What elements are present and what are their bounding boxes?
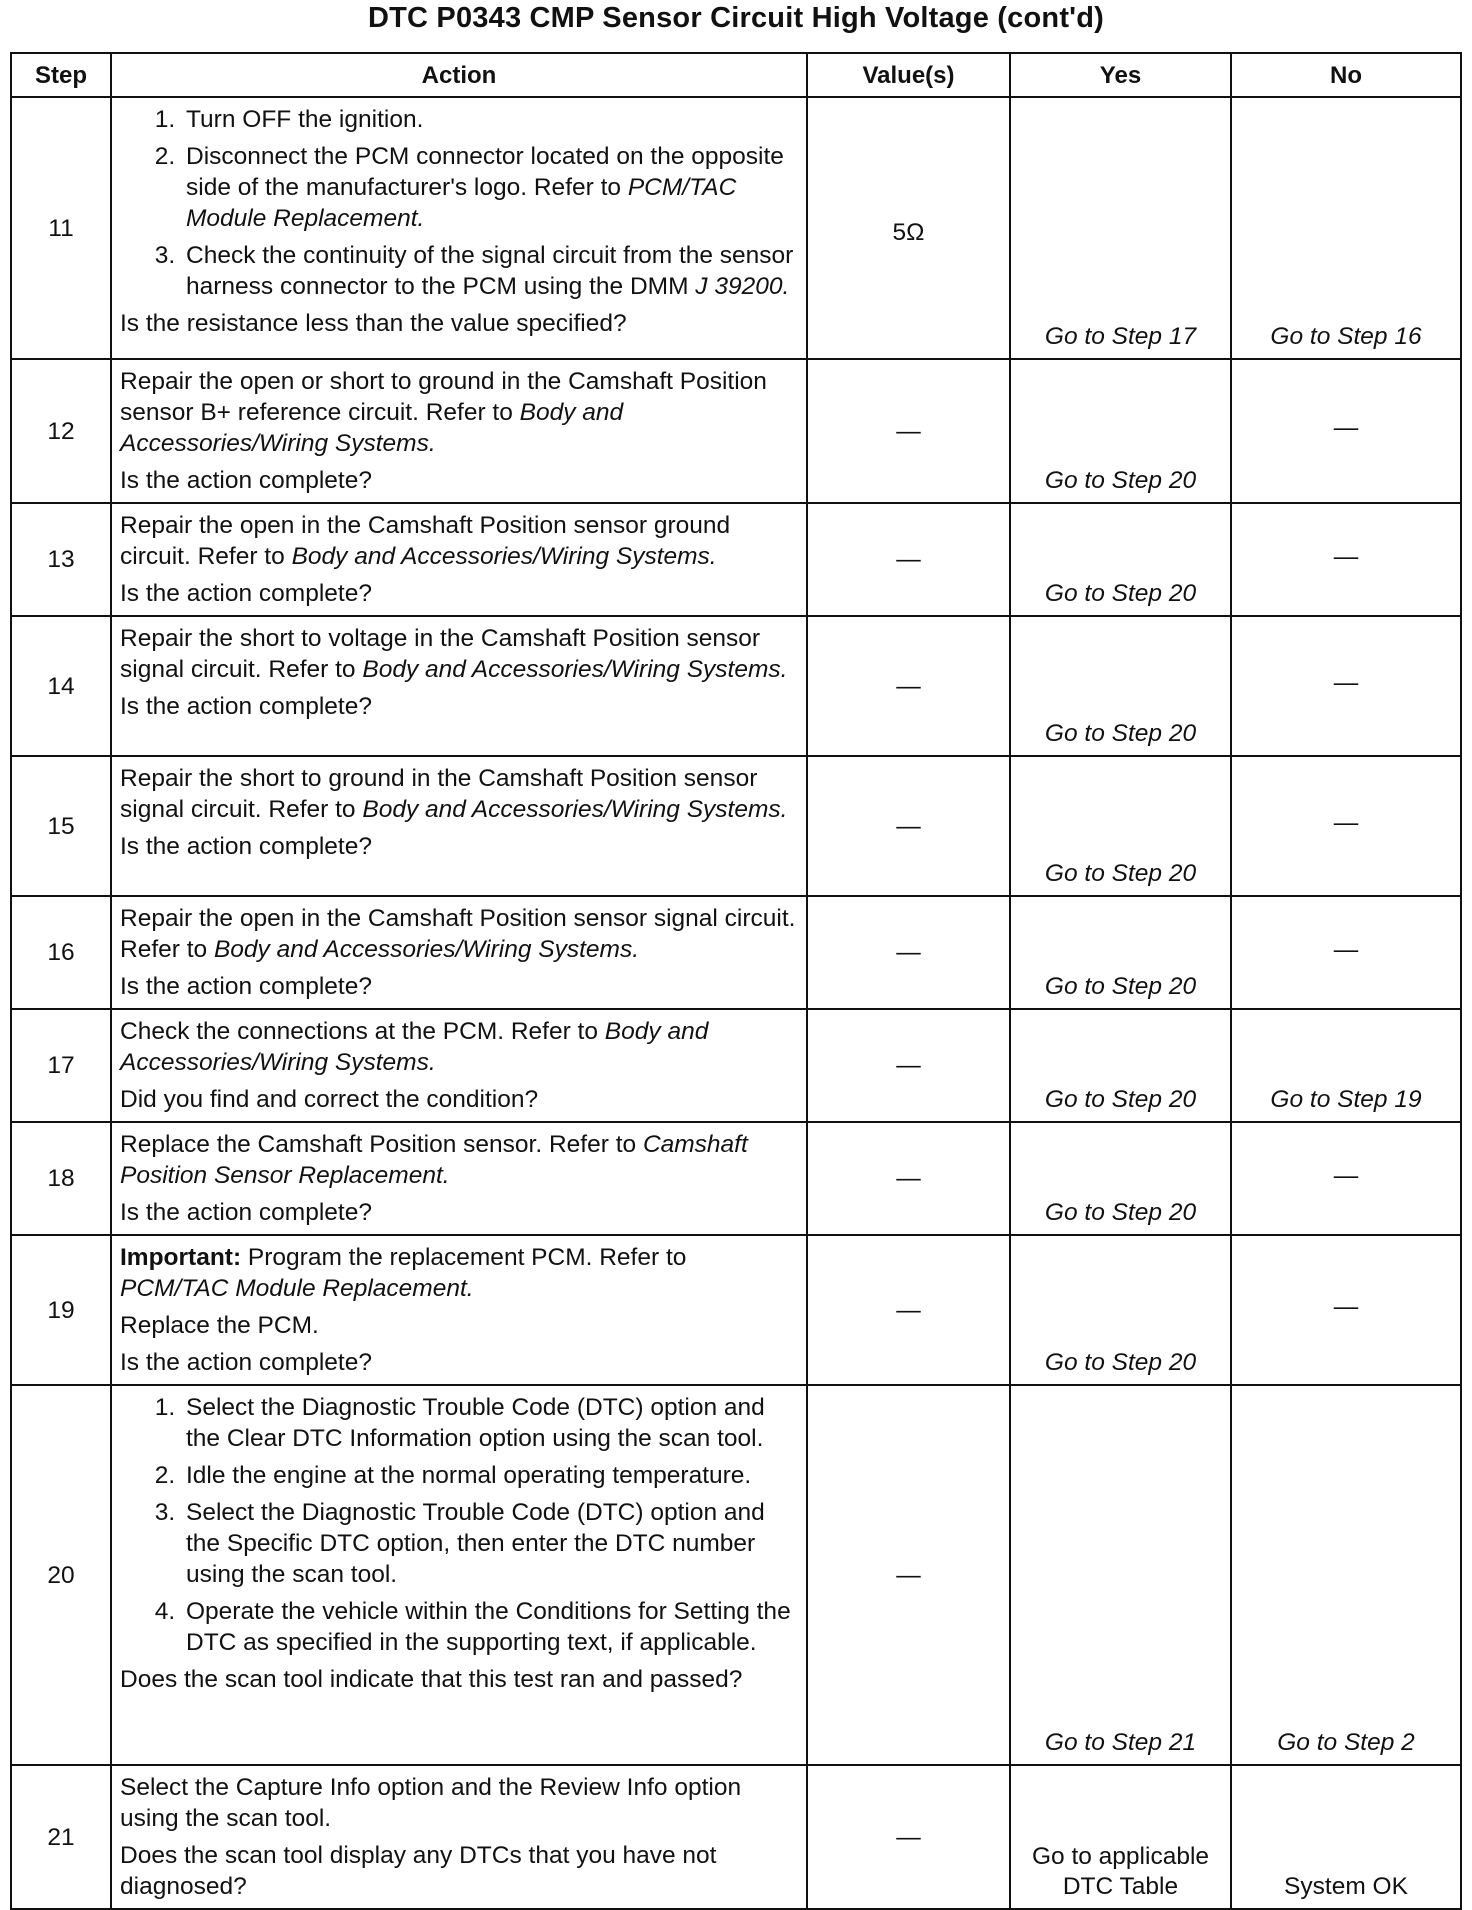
yes-result: Go to Step 20 bbox=[1044, 1086, 1197, 1113]
table-row bbox=[11, 616, 1461, 756]
step-number: 14 bbox=[11, 616, 111, 756]
yes-cell bbox=[1010, 503, 1231, 616]
header-step: Step bbox=[11, 53, 111, 97]
reference-link: Camshaft Position Sensor Replacement. bbox=[120, 1131, 748, 1189]
step-number: 13 bbox=[11, 503, 111, 616]
action-cell: Important: Program the replacement PCM. Refer to PCM/TAC Module Replacement. Replace the PCM. Is the action complete? bbox=[111, 1235, 807, 1385]
yes-result: Go to Step 20 bbox=[1044, 580, 1197, 607]
yes-cell bbox=[1010, 1765, 1231, 1909]
action-cell: Repair the open in the Camshaft Position sensor ground circuit. Refer to Body and Accessories/Wiring Systems. Is the action complete? bbox=[111, 503, 807, 616]
list-item: 4. Operate the vehicle within the Conditions for Setting the DTC as specified in the supporting text, if applicable. bbox=[182, 1596, 798, 1658]
header-no: No bbox=[1231, 53, 1461, 97]
action-question: Is the action complete? bbox=[120, 973, 372, 1000]
reference-link: Body and Accessories/Wiring Systems. bbox=[362, 656, 788, 683]
no-cell bbox=[1231, 1009, 1461, 1122]
yes-cell bbox=[1010, 1122, 1231, 1235]
step-number: 17 bbox=[11, 1009, 111, 1122]
value-cell: — bbox=[807, 1009, 1010, 1122]
no-cell bbox=[1231, 1122, 1461, 1235]
no-cell bbox=[1231, 1765, 1461, 1909]
action-question: Is the resistance less than the value specified? bbox=[120, 310, 627, 337]
reference-link: Body and Accessories/Wiring Systems. bbox=[120, 1018, 709, 1076]
action-steps bbox=[120, 104, 798, 302]
yes-cell bbox=[1010, 616, 1231, 756]
no-cell bbox=[1231, 359, 1461, 503]
yes-result: Go to Step 20 bbox=[1044, 1349, 1197, 1376]
no-cell bbox=[1231, 616, 1461, 756]
yes-cell bbox=[1010, 359, 1231, 503]
no-result: — bbox=[1333, 1161, 1359, 1189]
no-cell bbox=[1231, 503, 1461, 616]
no-result: Go to Step 16 bbox=[1270, 323, 1422, 350]
action-question: Is the action complete? bbox=[120, 1349, 372, 1376]
yes-result: Go to Step 20 bbox=[1044, 973, 1197, 1000]
header-yes: Yes bbox=[1010, 53, 1231, 97]
action-question: Is the action complete? bbox=[120, 833, 372, 860]
action-cell: Replace the Camshaft Position sensor. Refer to Camshaft Position Sensor Replacement. Is the action complete? bbox=[111, 1122, 807, 1235]
value-cell: — bbox=[807, 503, 1010, 616]
reference-link: PCM/TAC Module Replacement. bbox=[120, 1275, 474, 1302]
no-cell bbox=[1231, 756, 1461, 896]
yes-cell bbox=[1010, 1385, 1231, 1765]
action-cell bbox=[111, 97, 807, 359]
no-result: Go to Step 19 bbox=[1270, 1086, 1422, 1113]
list-item: 2. Idle the engine at the normal operating temperature. bbox=[182, 1460, 798, 1491]
action-steps bbox=[120, 1392, 798, 1658]
action-question: Is the action complete? bbox=[120, 467, 372, 494]
list-item: 2. Disconnect the PCM connector located on the opposite side of the manufacturer's logo. Refer to PCM/TAC Module Replacement. bbox=[182, 141, 798, 234]
table-row bbox=[11, 503, 1461, 616]
action-cell: Check the connections at the PCM. Refer to Body and Accessories/Wiring Systems. Did you find and correct the condition? bbox=[111, 1009, 807, 1122]
value-cell: — bbox=[807, 756, 1010, 896]
yes-cell bbox=[1010, 896, 1231, 1009]
action-cell bbox=[111, 1385, 807, 1765]
reference-link: Body and Accessories/Wiring Systems. bbox=[213, 936, 640, 963]
yes-cell bbox=[1010, 97, 1231, 359]
step-number: 12 bbox=[11, 359, 111, 503]
list-item: 3. Check the continuity of the signal circuit from the sensor harness connector to the PCM using the DMM J 39200. bbox=[182, 240, 798, 302]
reference-link: Body and Accessories/Wiring Systems. bbox=[291, 543, 717, 570]
tool-reference: J 39200. bbox=[695, 273, 790, 300]
page-title: DTC P0343 CMP Sensor Circuit High Voltage (cont'd) bbox=[367, 2, 1105, 34]
action-cell: Repair the short to ground in the Camshaft Position sensor signal circuit. Refer to Body and Accessories/Wiring Systems. Is the action complete? bbox=[111, 756, 807, 896]
value-cell: — bbox=[807, 1235, 1010, 1385]
step-number: 19 bbox=[11, 1235, 111, 1385]
yes-result: Go to applicable DTC Table bbox=[1031, 1843, 1210, 1900]
reference-link: Body and Accessories/Wiring Systems. bbox=[362, 796, 788, 823]
table-row bbox=[11, 1385, 1461, 1765]
action-question: Does the scan tool display any DTCs that you have not diagnosed? bbox=[120, 1842, 717, 1900]
no-result: System OK bbox=[1284, 1873, 1408, 1900]
step-number: 18 bbox=[11, 1122, 111, 1235]
value-cell: — bbox=[807, 1385, 1010, 1765]
table-row bbox=[11, 756, 1461, 896]
action-cell: Select the Capture Info option and the Review Info option using the scan tool. Does the scan tool display any DTCs that you have not diagnosed? bbox=[111, 1765, 807, 1909]
step-number: 20 bbox=[11, 1385, 111, 1765]
table-row bbox=[11, 97, 1461, 359]
diagnostic-table bbox=[10, 52, 1462, 1910]
value-cell: — bbox=[807, 1765, 1010, 1909]
action-question: Does the scan tool indicate that this test ran and passed? bbox=[120, 1666, 743, 1693]
step-number: 16 bbox=[11, 896, 111, 1009]
yes-cell bbox=[1010, 756, 1231, 896]
action-question: Is the action complete? bbox=[120, 580, 372, 607]
no-cell bbox=[1231, 1385, 1461, 1765]
table-row bbox=[11, 1765, 1461, 1909]
value-cell: 5Ω bbox=[807, 97, 1010, 359]
header-values: Value(s) bbox=[807, 53, 1010, 97]
yes-result: Go to Step 21 bbox=[1044, 1729, 1197, 1756]
no-result: Go to Step 2 bbox=[1277, 1729, 1415, 1756]
value-cell: — bbox=[807, 896, 1010, 1009]
no-result: — bbox=[1333, 809, 1359, 837]
yes-result: Go to Step 20 bbox=[1044, 1199, 1197, 1226]
no-result: — bbox=[1333, 414, 1359, 442]
list-item: 3. Select the Diagnostic Trouble Code (DTC) option and the Specific DTC option, then enter the DTC number using the scan tool. bbox=[182, 1497, 798, 1590]
action-question: Is the action complete? bbox=[120, 1199, 372, 1226]
yes-result: Go to Step 17 bbox=[1044, 323, 1197, 350]
list-item: 1. Select the Diagnostic Trouble Code (DTC) option and the Clear DTC Information option using the scan tool. bbox=[182, 1392, 798, 1454]
no-cell bbox=[1231, 1235, 1461, 1385]
yes-result: Go to Step 20 bbox=[1044, 720, 1197, 747]
no-cell bbox=[1231, 896, 1461, 1009]
action-question: Did you find and correct the condition? bbox=[120, 1086, 539, 1113]
step-number: 21 bbox=[11, 1765, 111, 1909]
value-cell: — bbox=[807, 359, 1010, 503]
no-result: — bbox=[1333, 669, 1359, 697]
action-cell: Repair the open or short to ground in the Camshaft Position sensor B+ reference circuit. Refer to Body and Accessories/Wiring Systems. Is the action complete? bbox=[111, 359, 807, 503]
no-result: — bbox=[1333, 935, 1359, 963]
yes-result: Go to Step 20 bbox=[1044, 860, 1197, 887]
step-number: 11 bbox=[11, 97, 111, 359]
action-question: Is the action complete? bbox=[120, 693, 372, 720]
reference-link: PCM/TAC Module Replacement. bbox=[186, 174, 737, 232]
yes-result: Go to Step 20 bbox=[1044, 467, 1197, 494]
table-row bbox=[11, 359, 1461, 503]
no-result: — bbox=[1333, 1293, 1359, 1321]
header-row bbox=[11, 53, 1461, 97]
no-cell bbox=[1231, 97, 1461, 359]
table-row bbox=[11, 1235, 1461, 1385]
yes-cell bbox=[1010, 1009, 1231, 1122]
no-result: — bbox=[1333, 542, 1359, 570]
table-row bbox=[11, 1009, 1461, 1122]
action-cell: Repair the open in the Camshaft Position sensor signal circuit. Refer to Body and Accessories/Wiring Systems. Is the action complete? bbox=[111, 896, 807, 1009]
value-cell: — bbox=[807, 616, 1010, 756]
value-cell: — bbox=[807, 1122, 1010, 1235]
action-cell: Repair the short to voltage in the Camshaft Position sensor signal circuit. Refer to Body and Accessories/Wiring Systems. Is the action complete? bbox=[111, 616, 807, 756]
reference-link: Body and Accessories/Wiring Systems. bbox=[120, 399, 624, 457]
header-action: Action bbox=[111, 53, 807, 97]
important-label: Important: bbox=[120, 1244, 242, 1271]
table-row bbox=[11, 896, 1461, 1009]
table-row bbox=[11, 1122, 1461, 1235]
yes-cell bbox=[1010, 1235, 1231, 1385]
step-number: 15 bbox=[11, 756, 111, 896]
list-item: 1. Turn OFF the ignition. bbox=[182, 104, 798, 135]
